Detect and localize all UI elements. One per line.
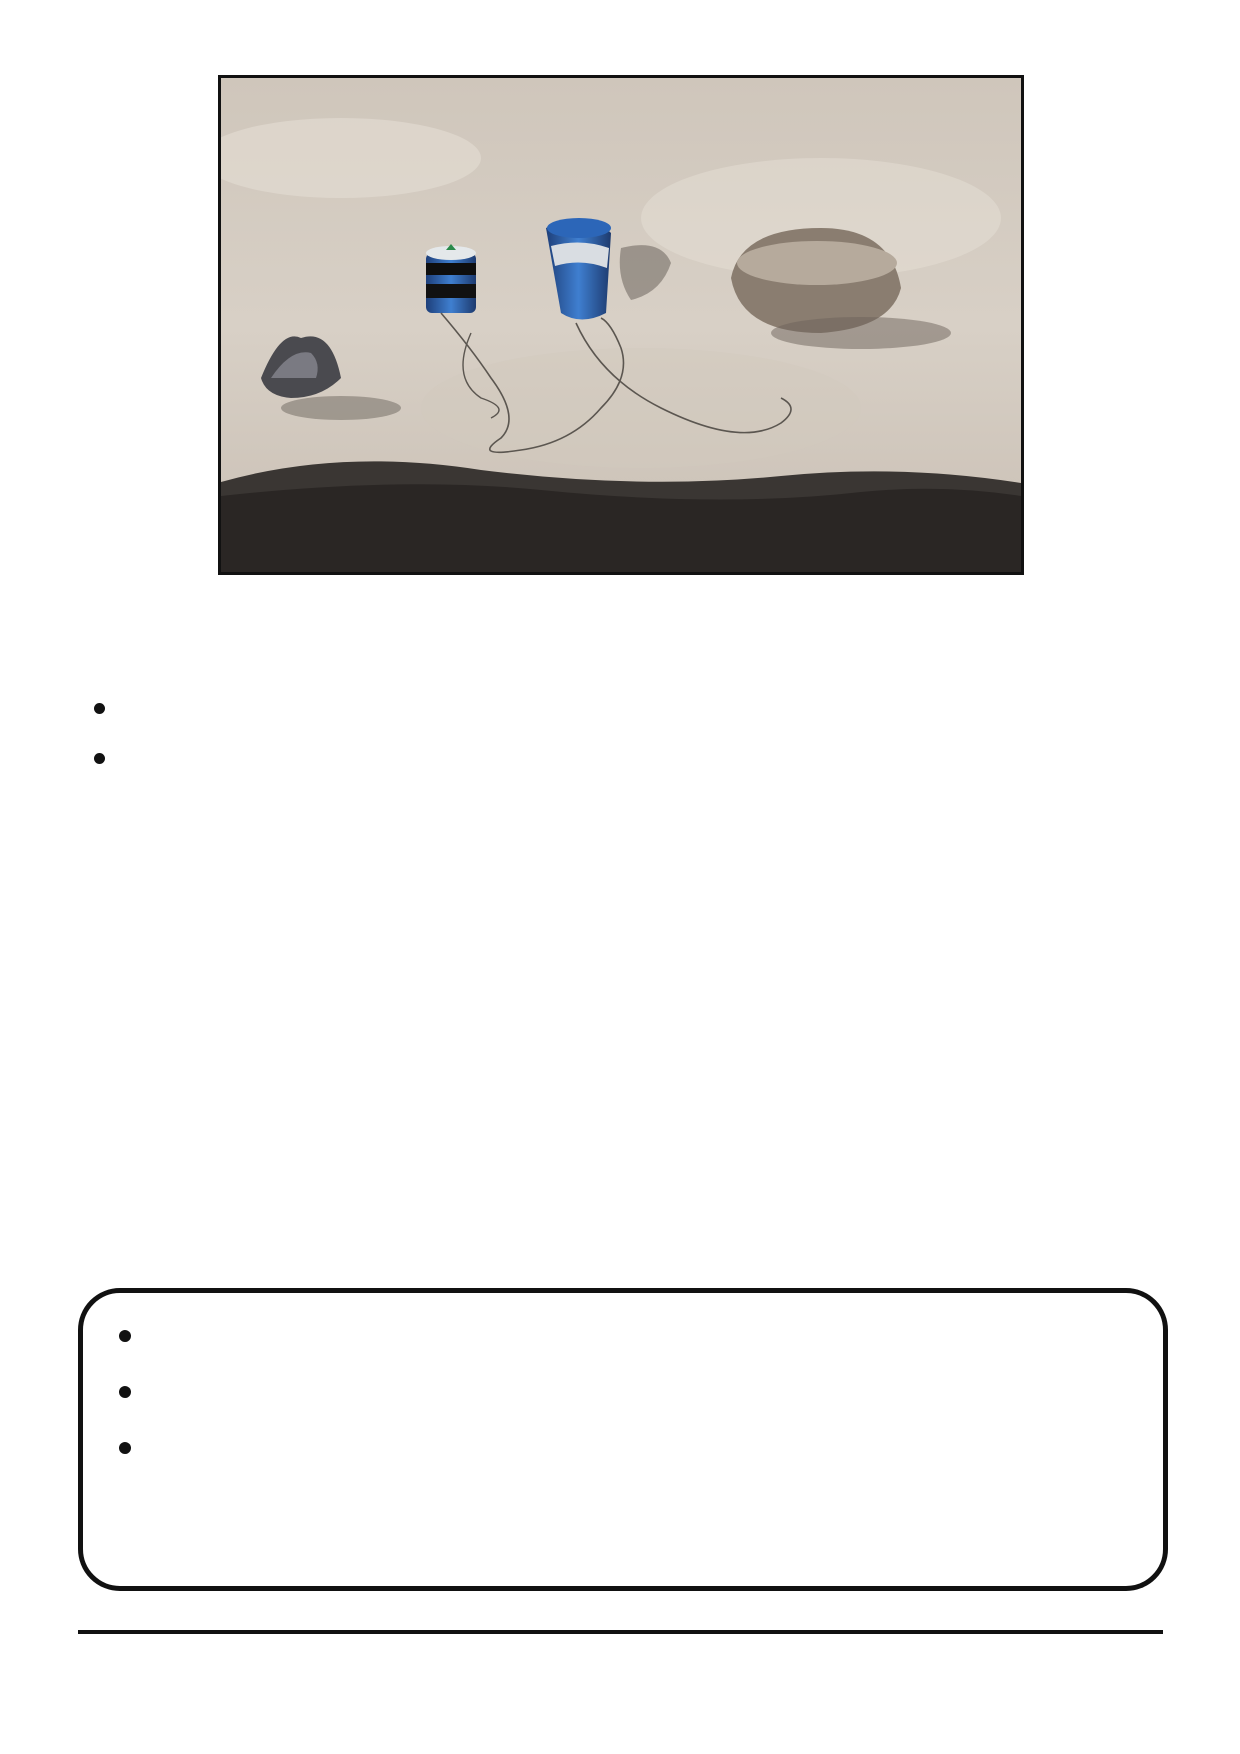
bullet-icon <box>94 753 105 764</box>
right-column <box>632 640 1162 736</box>
bullet-item <box>90 738 620 778</box>
page-number <box>1145 40 1165 74</box>
summary-item <box>113 1427 1133 1469</box>
photo <box>218 75 1024 575</box>
photo-image <box>221 78 1021 572</box>
paragraph <box>632 640 1162 680</box>
summary-box <box>78 1288 1168 1591</box>
paragraph <box>90 640 620 680</box>
photo-caption <box>90 578 1150 618</box>
bullet-icon <box>119 1330 131 1342</box>
source-date <box>632 1190 1162 1230</box>
bullet-item <box>90 688 620 728</box>
bullet-icon <box>119 1442 131 1454</box>
footer-divider <box>78 1630 1163 1634</box>
bullet-list <box>90 688 620 778</box>
summary-item <box>113 1371 1133 1413</box>
summary-item <box>113 1315 1133 1357</box>
paragraph <box>632 688 1162 728</box>
left-column <box>90 640 620 788</box>
bullet-icon <box>119 1386 131 1398</box>
summary-list <box>113 1315 1133 1469</box>
bullet-icon <box>94 703 105 714</box>
